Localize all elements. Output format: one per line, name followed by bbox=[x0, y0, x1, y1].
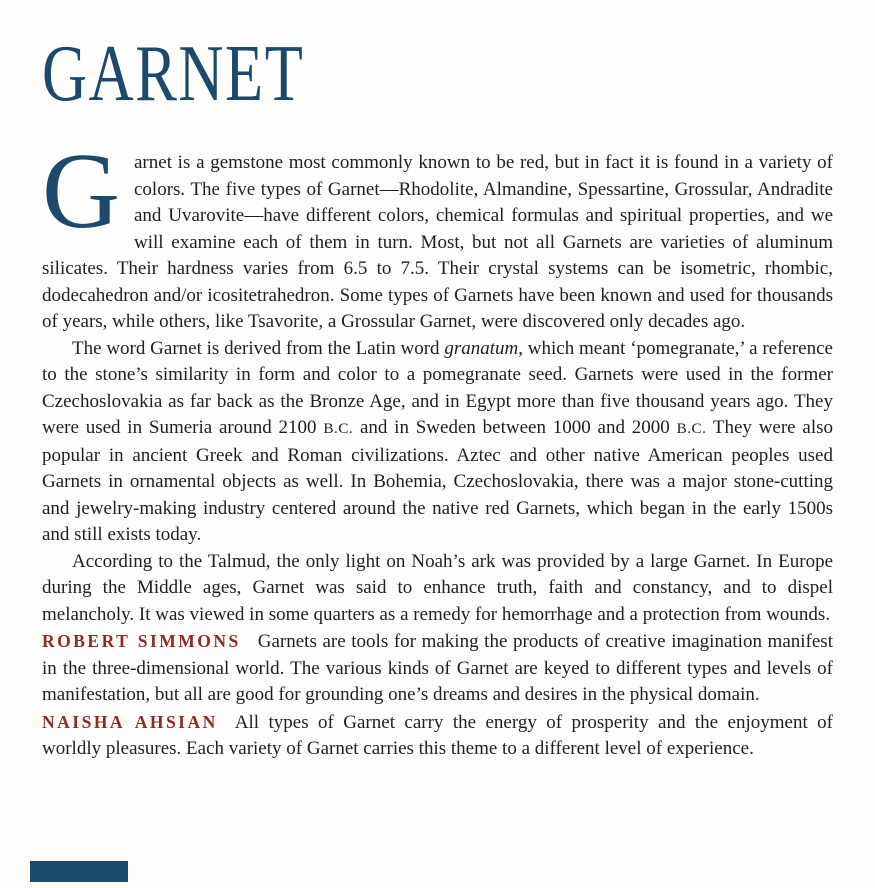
author-paragraph-ahsian bbox=[42, 709, 833, 763]
body-paragraph-lore bbox=[42, 549, 833, 629]
paragraph-text: The word Garnet is derived from the Latin word granatum, which meant ‘pomegranate,’ a reference to the stone’s similarity in form and color to a pomegranate seed. Garnets were used in the former Czechoslovakia as far back as the Bronze Age, and in Egypt more than five thousand years ago. They were used in Sumeria around 2100 B.C. and in Sweden between 1000 and 2000 B.C. They were also popular in ancient Greek and Roman civilizations. Aztec and other native American peoples used Garnets in ornamental objects as well. In Bohemia, Czechoslovakia, there was a major stone-cutting and jewelry-making industry centered around the native red Garnets, which began in the early 1500s and still exists today. bbox=[42, 337, 833, 545]
dropcap-letter: G bbox=[42, 132, 120, 251]
intro-text: arnet is a gemstone most commonly known to be red, but in fact it is found in a variety of colors. The five types of Garnet—Rhodolite, Almandine, Spessartine, Grossular, Andradite and Uvarovite—have different colors, chemical formulas and spiritual properties, and we will examine each of them in turn. Most, but not all Garnets are varieties of aluminum silicates. Their hardness varies from 6.5 to 7.5. Their crystal systems can be isometric, rhombic, dodecahedron and/or icositetrahedron. Some types of Garnets have been known and used for thousands of years, while others, like Tsavorite, a Grossular Garnet, were discovered only decades ago. bbox=[42, 152, 833, 332]
author-text: All types of Garnet carry the energy of prosperity and the enjoyment of worldly pleasures. Each variety of Garnet carries this theme to a different level of experience. bbox=[42, 711, 833, 759]
author-name-simmons: ROBERT SIMMONS bbox=[42, 631, 241, 651]
author-text: Garnets are tools for making the products of creative imagination manifest in the three-dimensional world. The various kinds of Garnet are keyed to different types and levels of manifestation, but all are good for grounding one’s dreams and desires in the physical domain. bbox=[42, 631, 833, 705]
body-copy bbox=[42, 132, 833, 763]
page-title: GARNET bbox=[42, 30, 305, 118]
paragraph-text: According to the Talmud, the only light on Noah’s ark was provided by a large Garnet. In Europe during the Middle ages, Garnet was said to enhance truth, faith and constancy, and to dispel melancholy. It was viewed in some quarters as a remedy for hemorrhage and a protection from wounds. bbox=[42, 550, 833, 625]
intro-paragraph bbox=[42, 132, 833, 336]
page-corner-tab bbox=[30, 861, 128, 882]
body-paragraph-history bbox=[42, 336, 833, 549]
author-paragraph-simmons bbox=[42, 628, 833, 709]
author-name-ahsian: NAISHA AHSIAN bbox=[42, 711, 218, 732]
